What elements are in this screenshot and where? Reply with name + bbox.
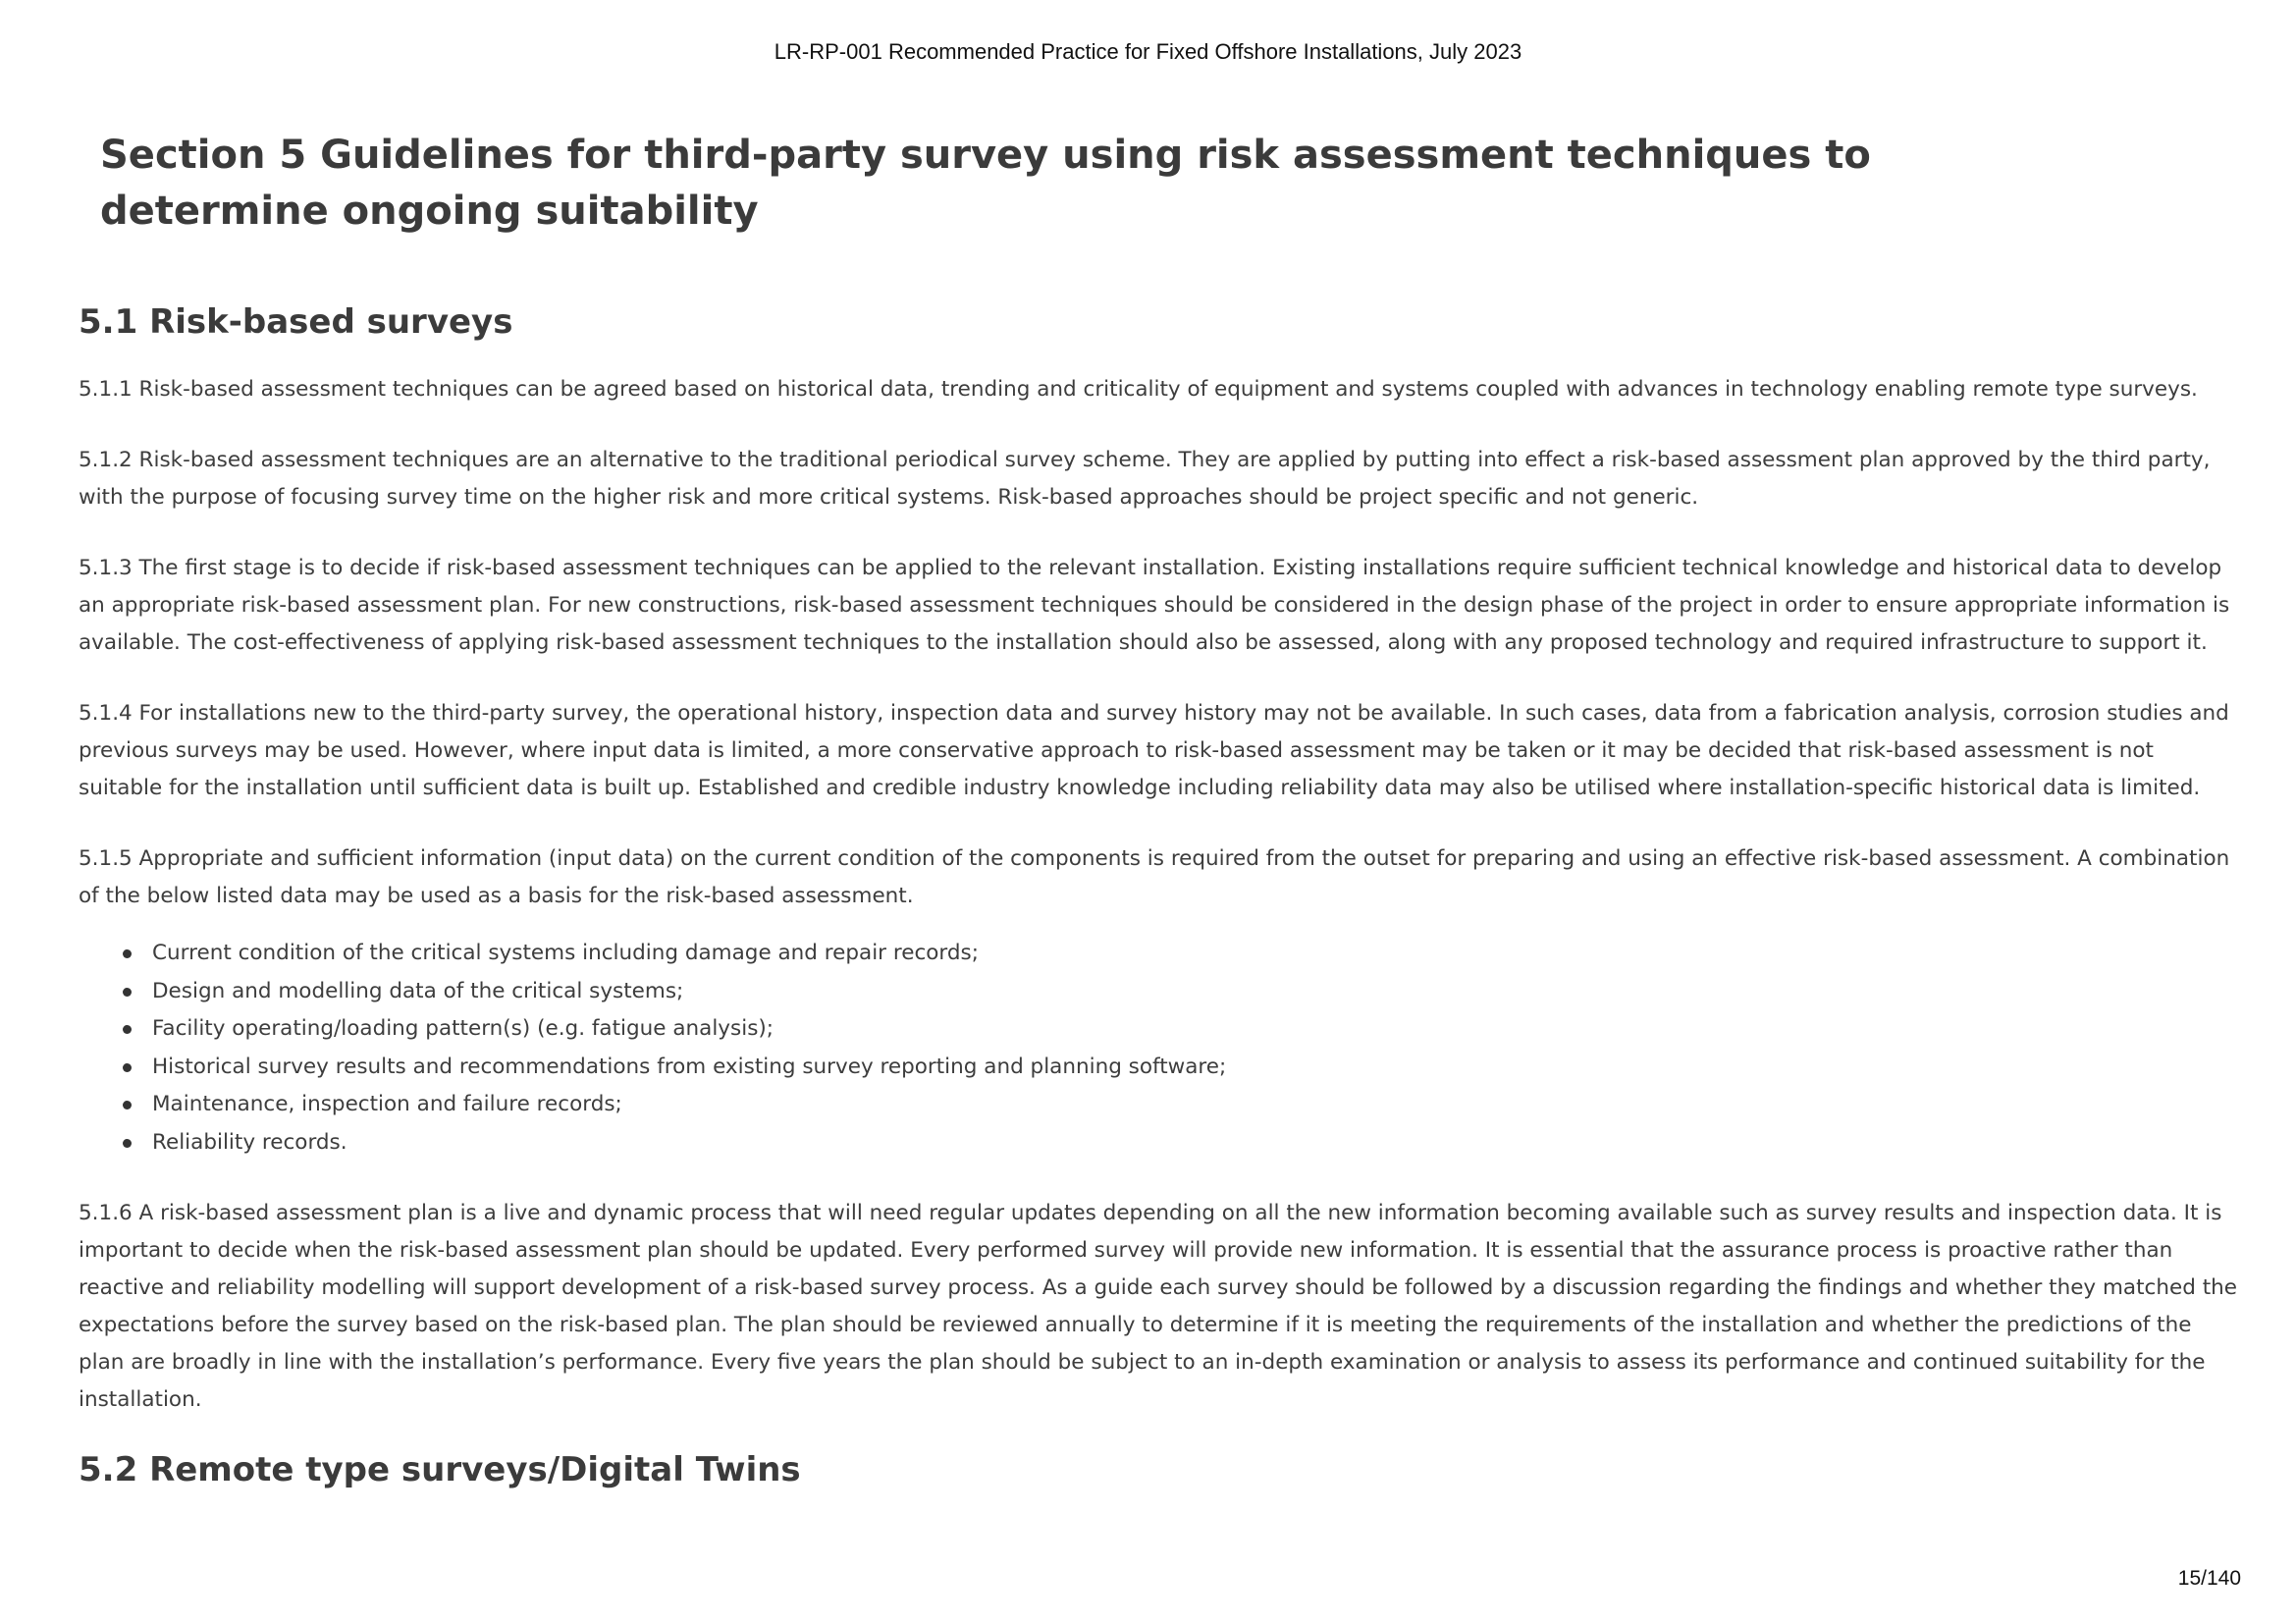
- list-item-text: Design and modelling data of the critical systems;: [152, 978, 684, 1003]
- paragraph-5-1-5: 5.1.5 Appropriate and sufficient information (input data) on the current condition of the components is required from the outset for preparing and using an effective risk-based assessment. A combination of the below listed data may be used as a basis for the risk-based assessment.: [79, 846, 2230, 908]
- list-item-text: Maintenance, inspection and failure records;: [152, 1092, 622, 1116]
- list-item: [79, 935, 2238, 973]
- list-item: [79, 973, 2238, 1011]
- paragraph-5-1-4: 5.1.4 For installations new to the third-party survey, the operational history, inspection data and survey history may not be available. In such cases, data from a fabrication analysis, corrosion studies and previous surveys may be used. However, where input data is limited, a more conservative approach to risk-based assessment may be taken or it may be decided that risk-based assessment is not suitable for the installation until sufficient data is built up. Established and credible industry knowledge including reliability data may also be utilised where installation-specific historical data is limited.: [79, 701, 2229, 800]
- subsection-title-5-1: 5.1 Risk-based surveys: [79, 302, 513, 342]
- list-item-text: Historical survey results and recommendations from existing survey reporting and planning software;: [152, 1054, 1227, 1079]
- bullet-icon: [123, 1063, 132, 1072]
- bullet-icon: [123, 1139, 132, 1148]
- list-item: [79, 1049, 2238, 1087]
- subsection-title-5-2: 5.2 Remote type surveys/Digital Twins: [79, 1450, 801, 1489]
- paragraph-5-1-3: 5.1.3 The first stage is to decide if risk-based assessment techniques can be applied to the relevant installation. Existing installations require sufficient technical knowledge and historical data to develop an appropriate risk-based assessment plan. For new constructions, risk-based assessment techniques should be considered in the design phase of the project in order to ensure appropriate information is available. The cost-effectiveness of applying risk-based assessment techniques to the installation should also be assessed, along with any proposed technology and required infrastructure to support it.: [79, 556, 2230, 655]
- bullet-icon: [123, 1101, 132, 1109]
- page-number: 15/140: [2177, 1567, 2241, 1590]
- list-item: [79, 1010, 2238, 1049]
- document-body: [79, 293, 2238, 1499]
- running-header: LR-RP-001 Recommended Practice for Fixed Offshore Installations, July 2023: [774, 39, 1522, 64]
- list-item-text: Reliability records.: [152, 1129, 347, 1155]
- list-item-text: Facility operating/loading pattern(s) (e.g. fatigue analysis);: [152, 1016, 774, 1041]
- list-item: [79, 1086, 2238, 1124]
- paragraph-5-1-2: 5.1.2 Risk-based assessment techniques are an alternative to the traditional periodical survey scheme. They are applied by putting into effect a risk-based assessment plan approved by the third party, with the purpose of focusing survey time on the higher risk and more critical systems. Risk-based approaches should be project specific and not generic.: [79, 448, 2211, 510]
- list-item: [79, 1124, 2238, 1163]
- bullet-icon: [123, 1025, 132, 1034]
- list-item-text: Current condition of the critical systems including damage and repair records;: [152, 941, 979, 965]
- input-data-list: [79, 935, 2238, 1162]
- paragraph-5-1-1: 5.1.1 Risk-based assessment techniques can be agreed based on historical data, trending and criticality of equipment and systems coupled with advances in technology enabling remote type surveys.: [79, 377, 2198, 402]
- paragraph-5-1-6: 5.1.6 A risk-based assessment plan is a live and dynamic process that will need regular updates depending on all the new information becoming available such as survey results and inspection data. It is important to decide when the risk-based assessment plan should be updated. Every performed survey will provide new information. It is essential that the assurance process is proactive rather than reactive and reliability modelling will support development of a risk-based survey process. As a guide each survey should be followed by a discussion regarding the findings and whether they matched the expectations before the survey based on the risk-based plan. The plan should be reviewed annually to determine if it is meeting the requirements of the installation and whether the predictions of the plan are broadly in line with the installation’s performance. Every five years the plan should be subject to an in-depth examination or analysis to assess its performance and continued suitability for the installation.: [79, 1201, 2237, 1412]
- bullet-icon: [123, 988, 132, 997]
- section-title: Section 5 Guidelines for third-party survey using risk assessment techniques to determine ongoing suitability: [100, 133, 1871, 234]
- bullet-icon: [123, 949, 132, 958]
